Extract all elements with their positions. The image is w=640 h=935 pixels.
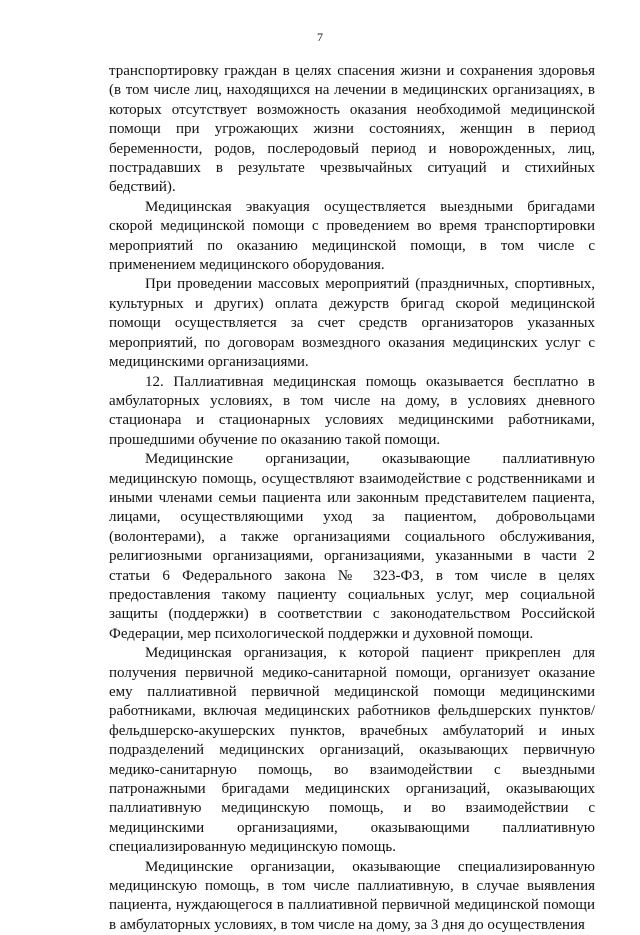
paragraph-item-12-palliative: 12. Паллиативная медицинская помощь оказывается бесплатно в амбулаторных условиях, в том числе на дому, в условиях дневного стационара и стационарных условиях медицинскими работниками, прошедшими обучение по оказанию такой помощи. (109, 373, 595, 448)
page-number: 7 (317, 30, 323, 44)
paragraph-mass-events: При проведении массовых мероприятий (праздничных, спортивных, культурных и других) оплата дежурств бригад скорой медицинской помощи осуществляется за счет средств организаторов указанных мероприятий, по договорам возмездного оказания медицинских услуг с медицинскими организациями. (109, 276, 595, 371)
paragraph-continuation: транспортировку граждан в целях спасения жизни и сохранения здоровья (в том числе лиц, находящихся на лечении в медицинских организациях, в которых отсутствует возможность оказания необходимой медицинской помощи при угрожающих жизни состояниях, женщин в период беременности, родов, послеродовый период и новорожденных, лиц, пострадавших в результате чрезвычайных ситуаций и стихийных бедствий). (109, 63, 595, 196)
document-body (109, 62, 595, 935)
paragraph-medical-evacuation: Медицинская эвакуация осуществляется выездными бригадами скорой медицинской помощи с проведением во время транспортировки мероприятий по оказанию медицинской помощи, в том числе с применением медицинского оборудования. (109, 198, 595, 274)
paragraph-palliative-interaction: Медицинские организации, оказывающие паллиативную медицинскую помощь, осуществляют взаимодействие с родственниками и иными членами семьи пациента или законным представителем пациента, лицами, осуществляющими уход за пациентом, добровольцами (волонтерами), а также организациями социального обслуживания, религиозными организациями, организациями, указанными в части 2 статьи 6 Федерального закона № 323-ФЗ, в том числе в целях предоставления такому пациенту социальных услуг, мер социальной защиты (поддержки) в соответствии с законодательством Российской Федерации, мер психологической поддержки и духовной помощи. (109, 451, 595, 642)
paragraph-primary-care-organization: Медицинская организация, к которой пациент прикреплен для получения первичной медико-санитарной помощи, организует оказание ему паллиативной первичной медицинской помощи медицинскими работниками, включая медицинских работников фельдшерских пунктов/фельдшерско-акушерских пунктов, врачебных амбулаторий и иных подразделений медицинских организаций, оказывающих первичную медико-санитарную помощь, во взаимодействии с выездными патронажными бригадами медицинских организаций, оказывающих паллиативную медицинскую помощь, и во взаимодействии с медицинскими организациями, оказывающими паллиативную специализированную медицинскую помощь. (109, 645, 595, 856)
paragraph-specialized-care: Медицинские организации, оказывающие специализированную медицинскую помощь, в том числе паллиативную, в случае выявления пациента, нуждающегося в паллиативной первичной медицинской помощи в амбулаторных условиях, в том числе на дому, за 3 дня до осуществления (109, 858, 595, 933)
